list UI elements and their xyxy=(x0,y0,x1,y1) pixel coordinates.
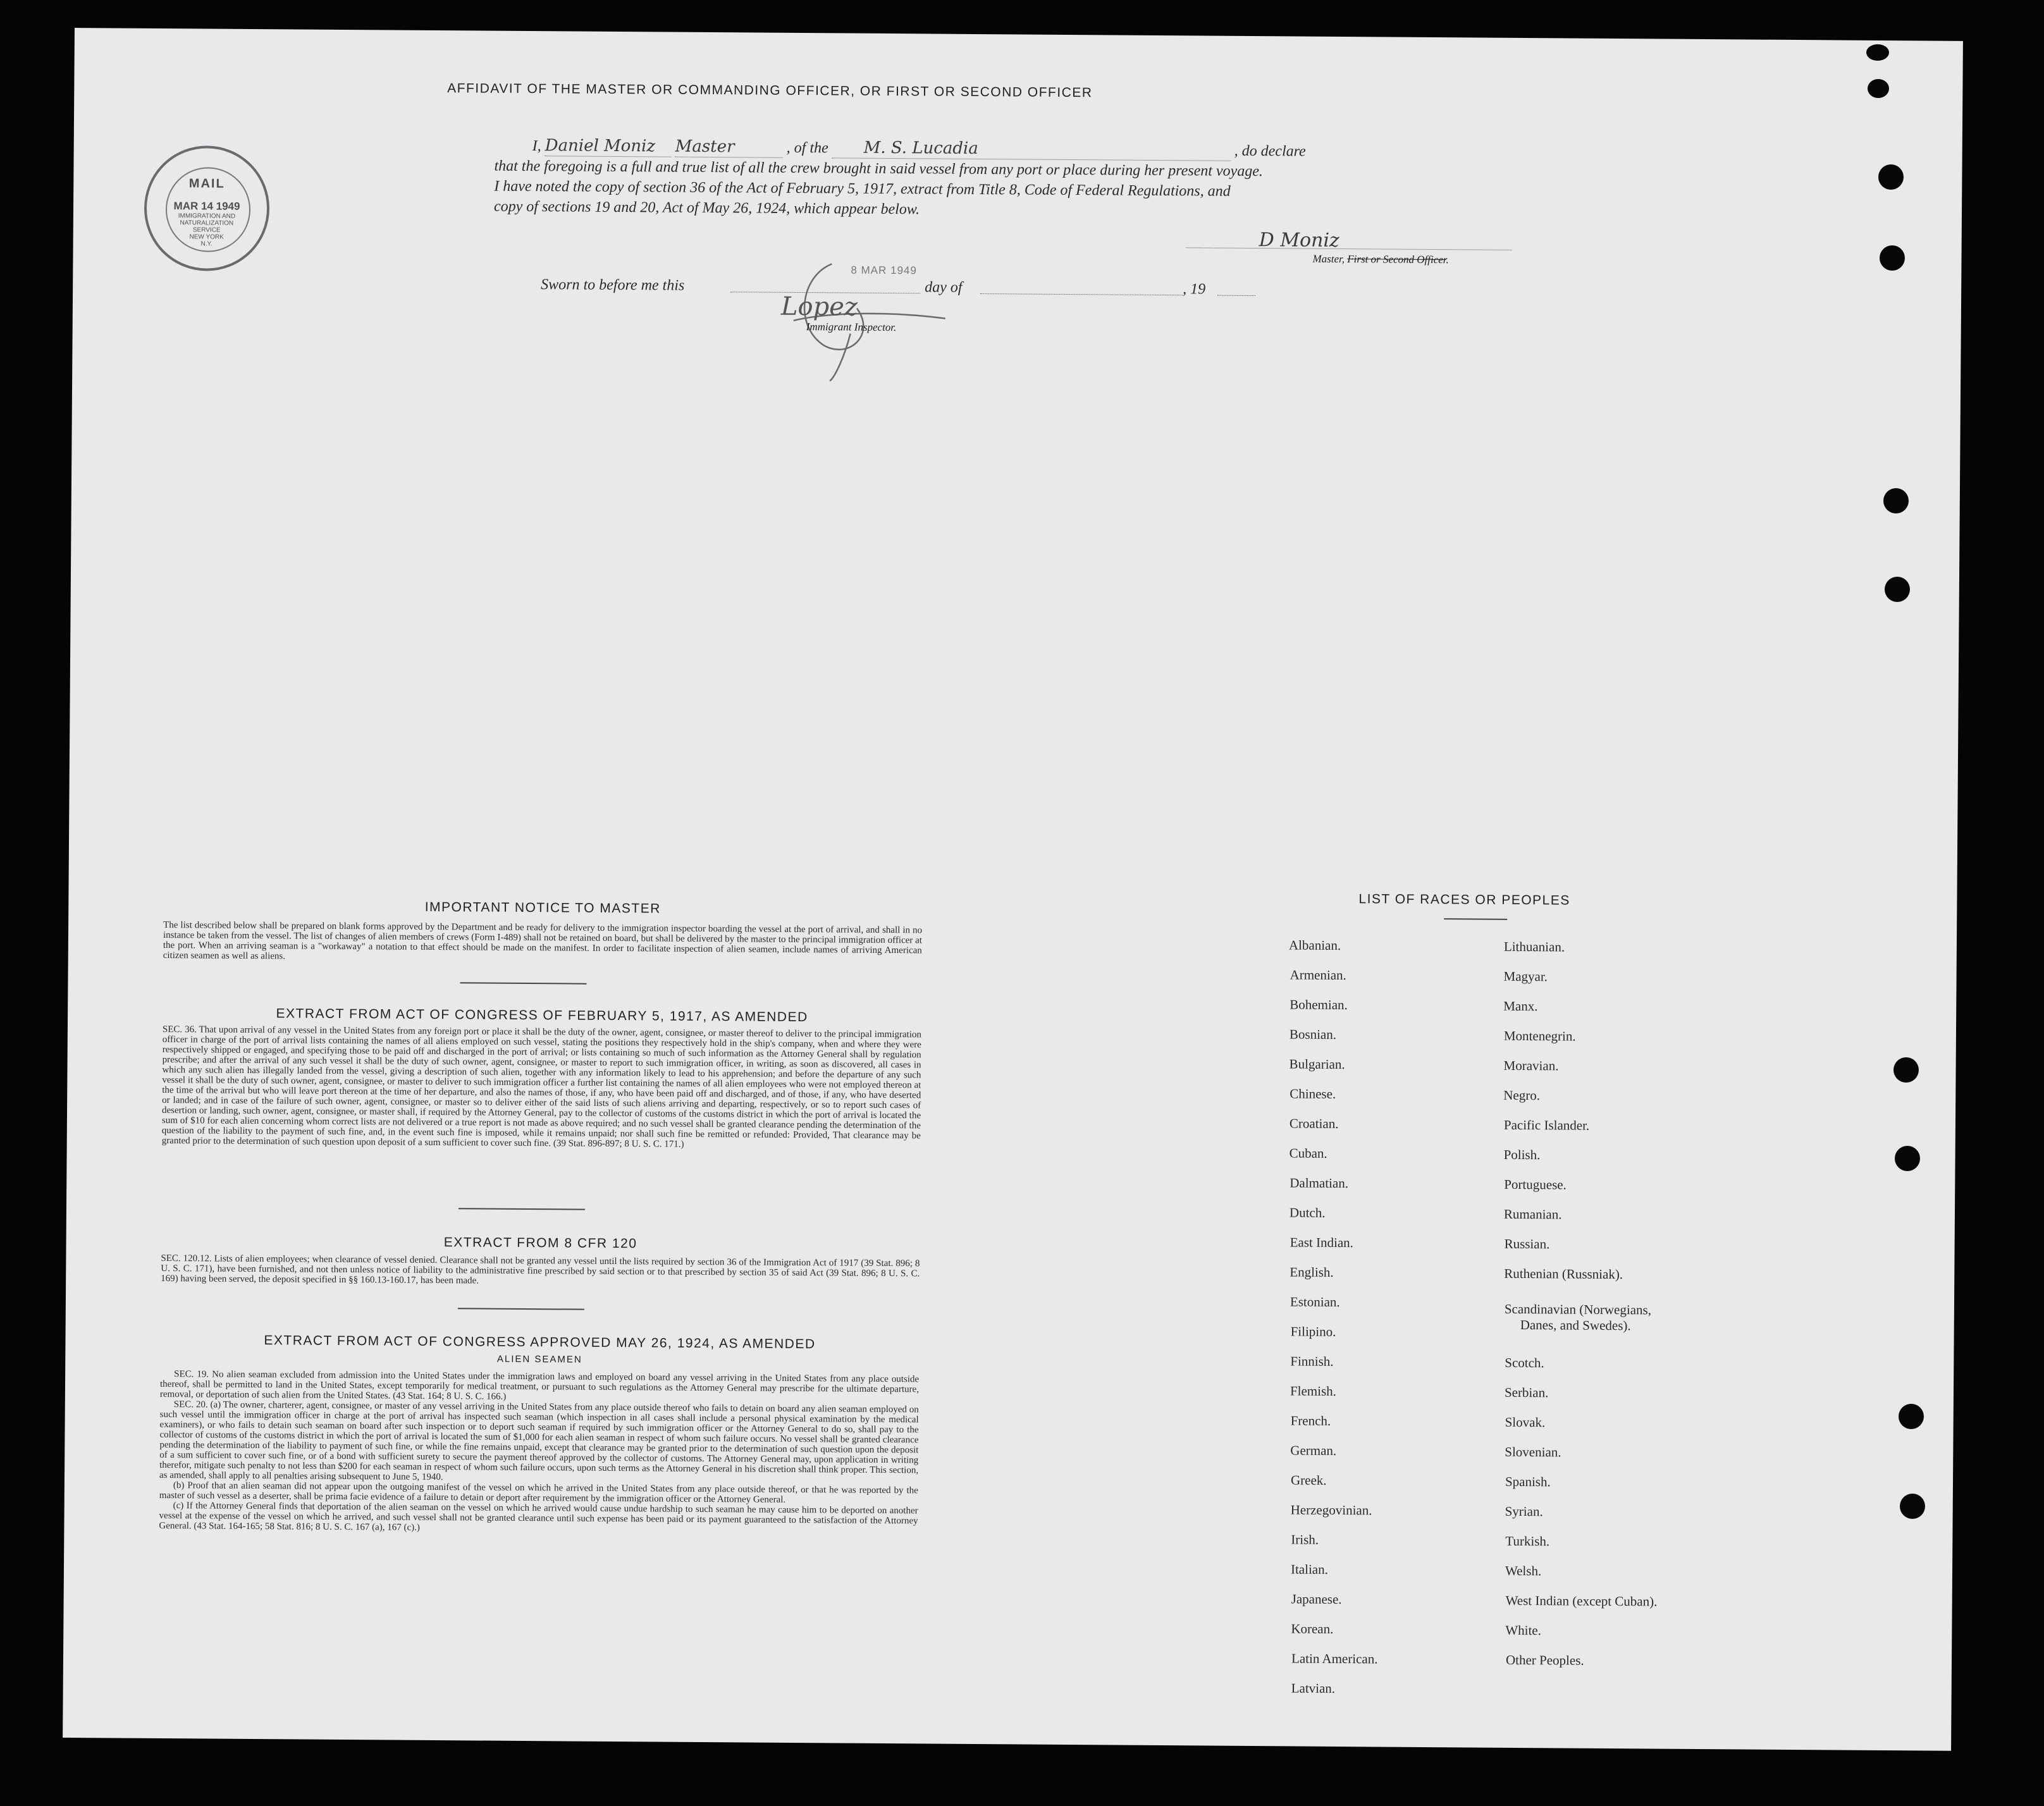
punch-hole xyxy=(1899,1404,1924,1429)
stamp-line-1: IMMIGRATION AND xyxy=(178,212,236,220)
punch-hole xyxy=(1900,1494,1925,1519)
race-item: Rumanian. xyxy=(1503,1206,1562,1222)
race-item: Japanese. xyxy=(1291,1591,1342,1607)
sworn-label: Sworn to before me this xyxy=(541,276,685,294)
master-label xyxy=(1312,253,1448,267)
sec-20c: (c) If the Attorney General finds that deportation of the alien seaman on the vessel on which he arrived would cause undue hardship to such seaman he may cause him to be deported on another vessel at the expense of the vessel on which he arrived, and such vessel shall not be granted clearance until such expense has been paid or its payment guaranteed to the satisfaction of the Attorney General. (43 Stat. 164-165; 58 Stat. 816; 8 U. S. C. 167 (a), 167 (c).) xyxy=(159,1501,918,1533)
pronoun: I, xyxy=(532,138,541,155)
race-item: Turkish. xyxy=(1505,1533,1550,1549)
notice-title: IMPORTANT NOTICE TO MASTER xyxy=(424,899,661,916)
race-item: Moravian. xyxy=(1503,1057,1559,1074)
master-signature-line xyxy=(1186,247,1512,250)
sec-19: SEC. 19. No alien seaman excluded from admission into the United States under the immigration laws and employed on board any vessel arriving in the United States from any place outside thereof, shall be permitted to land in the United States, except temporarily for medical treatment, or pursuant to such regulations as the Attorney General may prescribe for the ultimate departure, removal, or deportation of such alien from the United States. (43 Stat. 164; 8 U. S. C. 166.) xyxy=(159,1369,920,1402)
of-label: , of the xyxy=(786,139,828,157)
first-second-struck: First or Second Officer xyxy=(1347,253,1446,266)
punch-hole xyxy=(1866,44,1889,61)
punch-hole xyxy=(1885,577,1910,602)
extract-1917-title: EXTRACT FROM ACT OF CONGRESS OF FEBRUARY 5, 1917, AS AMENDED xyxy=(276,1006,808,1025)
stamp-line-4: NEW YORK xyxy=(189,233,224,241)
punch-hole xyxy=(1880,245,1905,271)
cfr-120-title: EXTRACT FROM 8 CFR 120 xyxy=(443,1235,637,1251)
divider xyxy=(460,982,586,984)
race-item: Syrian. xyxy=(1505,1503,1543,1520)
stamp-date: MAR 14 1949 xyxy=(173,200,240,212)
notice-text: The list described below shall be prepared on blank forms approved by the Department and be ready for delivery to the immigration inspector boarding the vessel at the port of arrival, and shall in no instance be taken from the vessel. The list of changes of alien members of crews (Form I-489) shall not be retained on board, but shall be delivered by the master to the principal immigration officer at the port. When an arriving seaman is a "workaway" a notation to that effect should be made on the manifest. In order to facilitate inspection of alien seamen, include names of arriving American citizen seamen as well as aliens. xyxy=(163,920,923,962)
race-item: Russian. xyxy=(1504,1236,1550,1252)
race-item: East Indian. xyxy=(1290,1234,1354,1251)
race-item: Magyar. xyxy=(1503,968,1548,985)
race-item: Manx. xyxy=(1503,998,1538,1014)
stamp-agency xyxy=(147,212,267,248)
vessel-field: M. S. Lucadia xyxy=(832,137,1231,161)
divider xyxy=(459,1208,585,1210)
immigration-receipt-stamp xyxy=(144,145,269,271)
race-item: French. xyxy=(1290,1413,1331,1428)
race-item: Bohemian. xyxy=(1290,997,1348,1013)
sworn-month-line xyxy=(980,293,1183,295)
race-item: Latvian. xyxy=(1291,1680,1336,1696)
day-of-label: day of xyxy=(925,279,963,296)
race-item: Armenian. xyxy=(1290,967,1346,983)
race-item: Montenegrin. xyxy=(1503,1028,1576,1044)
race-item: Other Peoples. xyxy=(1505,1652,1584,1668)
race-item: Latin American. xyxy=(1291,1650,1378,1667)
race-item: Negro. xyxy=(1503,1087,1541,1103)
races-divider xyxy=(1444,918,1507,920)
affidavit-title: AFFIDAVIT OF THE MASTER OR COMMANDING OFFICER, OR FIRST OR SECOND OFFICER xyxy=(447,81,1093,101)
race-item: Danes, and Swedes). xyxy=(1520,1317,1631,1334)
punch-hole xyxy=(1893,1057,1919,1083)
year-label: , 19 xyxy=(1183,281,1206,298)
race-item: Cuban. xyxy=(1289,1145,1327,1161)
stamp-line-5: N.Y. xyxy=(200,240,212,248)
race-item: White. xyxy=(1505,1622,1542,1638)
race-item: Filipino. xyxy=(1290,1324,1336,1339)
punch-hole xyxy=(1868,79,1889,98)
race-item: Korean. xyxy=(1291,1621,1334,1637)
inspector-signature: Lopez xyxy=(780,292,858,322)
extract-1924-title: EXTRACT FROM ACT OF CONGRESS APPROVED MAY 26, 1924, AS AMENDED xyxy=(264,1333,816,1352)
race-item: Chinese. xyxy=(1290,1086,1336,1102)
sec-20a: SEC. 20. (a) The owner, charterer, agent, consignee, or master of any vessel arriving in the United States from any place outside thereof who fails to detain on board any alien seaman employed on such vessel until the immigration officer in charge at the port of arrival has inspected such seaman (which inspection in all cases shall include a personal physical examination by the medical examiners), or who fails to detain such seaman on board after such inspection or to deport such seaman if required by such immigration officer or the Attorney General to do so, shall pay to the collector of customs of the customs district in which the port of arrival is located the sum of $1,000 for each alien seaman in respect of whom such failure occurs. No vessel shall be granted clearance pending the determination of the liability to payment of such fine, or while the fine remains unpaid, except that clearance may be granted prior to the determination of such question upon the deposit of a sum sufficient to cover such fine, or of a bond with sufficient surety to secure the payment thereof approved by the collector of customs. The Attorney General may, upon application in writing therefor, mitigate such penalty to not less than $200 for each seaman in respect of whom such failure occurs, upon such terms as the Attorney General in his discretion shall think proper. This section, as amended, shall apply to all penalties arising subsequent to June 5, 1940. xyxy=(159,1399,919,1483)
punch-hole xyxy=(1883,488,1909,513)
race-item: West Indian (except Cuban). xyxy=(1505,1592,1658,1609)
race-item: Spanish. xyxy=(1505,1473,1551,1490)
master-title: Master, xyxy=(1312,252,1348,266)
cfr-120-text: SEC. 120.12. Lists of alien employees; when clearance of vessel denied. Clearance shall not be granted any vessel until the lists required by section 36 of the Immigration Act of 1917 (39 Stat. 896; 8 U. S. C. 171), have been furnished, and not then unless notice of liability to the administrative fine prescribed by said section or to that prescribed by section 35 of said Act (39 Stat. 896; 8 U. S. C. 169) having been served, the deposit specified in §§ 160.13-160.17, has been made. xyxy=(161,1253,920,1286)
stamp-line-3: SERVICE xyxy=(192,226,221,234)
race-item: English. xyxy=(1290,1264,1334,1280)
punch-hole xyxy=(1895,1146,1920,1171)
race-item: Dutch. xyxy=(1289,1205,1326,1220)
race-item: Herzegovinian. xyxy=(1290,1502,1372,1518)
race-item: Lithuanian. xyxy=(1503,938,1565,955)
document-page xyxy=(63,28,1963,1751)
race-item: Slovenian. xyxy=(1505,1444,1561,1460)
race-item: Polish. xyxy=(1503,1146,1541,1163)
race-item: Flemish. xyxy=(1290,1383,1337,1399)
race-item: Bulgarian. xyxy=(1289,1056,1345,1072)
race-item: Croatian. xyxy=(1289,1115,1339,1131)
races-title: LIST OF RACES OR PEOPLES xyxy=(1358,892,1570,908)
body-line-2: I have noted the copy of section 36 of the Act of February 5, 1917, extract from Title 8, Code of Federal Regulations, and xyxy=(494,178,1231,200)
race-item: Estonian. xyxy=(1290,1294,1340,1310)
race-item: Italian. xyxy=(1290,1561,1329,1577)
race-item: Finnish. xyxy=(1290,1353,1334,1369)
race-item: Scandinavian (Norwegians, xyxy=(1504,1301,1652,1318)
master-period: . xyxy=(1446,254,1449,266)
sworn-year-line xyxy=(1217,295,1255,296)
race-item: Scotch. xyxy=(1505,1354,1544,1371)
race-item: Portuguese. xyxy=(1504,1176,1567,1193)
extract-1924-text xyxy=(159,1369,919,1536)
race-item: Pacific Islander. xyxy=(1503,1117,1590,1133)
declaration-body xyxy=(494,156,1614,224)
master-signature: D Moniz xyxy=(1259,229,1339,252)
race-item: German. xyxy=(1290,1442,1337,1458)
race-item: Irish. xyxy=(1291,1532,1319,1547)
race-item: Serbian. xyxy=(1504,1384,1549,1401)
race-item: Slovak. xyxy=(1505,1414,1546,1430)
rank-field: Master xyxy=(675,137,783,158)
race-item: Dalmatian. xyxy=(1290,1175,1349,1191)
divider xyxy=(458,1308,584,1310)
sec-20b: (b) Proof that an alien seaman did not appear upon the outgoing manifest of the vessel on which he arrived in the United States from any place outside thereof, or that he was reported by the master of such vessel as a deserter, shall be prima facie evidence of a failure to detain or deport after requirement by the immigration officer or the Attorney General. xyxy=(159,1480,918,1505)
race-item: Albanian. xyxy=(1288,937,1341,954)
punch-hole xyxy=(1878,164,1904,190)
race-item: Welsh. xyxy=(1505,1563,1542,1579)
inspector-label: Immigrant Inspector. xyxy=(806,321,897,334)
race-item: Ruthenian (Russniak). xyxy=(1504,1265,1623,1282)
name-field: Daniel Moniz xyxy=(545,135,672,157)
body-line-1: that the foregoing is a full and true list of all the crew brought in said vessel from any port or place during her present voyage. xyxy=(494,157,1263,180)
body-line-3: copy of sections 19 and 20, Act of May 26, 1924, which appear below. xyxy=(493,198,920,218)
received-date-stamp: 8 MAR 1949 xyxy=(851,264,917,277)
race-item: Bosnian. xyxy=(1289,1026,1337,1042)
extract-1917-text: SEC. 36. That upon arrival of any vessel in the United States from any foreign port or place it shall be the duty of the owner, agent, consignee, or master thereof to deliver to the principal immigration officer in charge of the port of arrival lists containing the names of all aliens employed on such vessel, stating the positions they respectively hold in the ship's company, when and where they were respectively shipped or engaged, and specifying those to be paid off and discharged in the port of arrival; or lists containing so much of such information as the Attorney General shall by regulation prescribe; and after the arrival of any such vessel it shall be the duty of such owner, agent, consignee, or master to report to such immigration officer, in writing, as soon as discovered, all cases in which any such alien has illegally landed from the vessel, giving a description of such alien, together with any information likely to lead to his apprehension; and before the departure of any such vessel it shall be the duty of such owner, agent, consignee, or master to deliver to such immigration officer a further list containing the names of all alien employees who were not employed thereon at the time of the arrival but who will leave port thereon at the time of her departure, and also the names of those, if any, who have been paid off and discharged, and of those, if any, who have deserted or landed; and in case of the failure of such owner, agent, consignee, or master so to deliver either of the said lists of such aliens arriving and departing, respectively, or so to report such cases of desertion or landing, such owner, agent, consignee, or master shall, if required by the Attorney General, pay to the collector of customs of the customs district in which the port of arrival is located the sum of $10 for each alien concerning whom correct lists are not delivered or a true report is not made as above required; and no such vessel shall be granted clearance pending the determination of the question of the liability to the payment of such fine, and, in the event such fine is imposed, while it remains unpaid; nor shall such fine be remitted or refunded: Provided, That clearance may be granted prior to the determination of such question upon deposit of a sum sufficient to cover such fine. (39 Stat. 896-897; 8 U. S. C. 171.) xyxy=(161,1024,921,1150)
stamp-line-2: NATURALIZATION xyxy=(180,219,234,227)
alien-seamen-subtitle: ALIEN SEAMEN xyxy=(496,1353,582,1365)
do-declare-label: , do declare xyxy=(1234,142,1306,160)
stamp-top-text: MAIL xyxy=(188,176,225,191)
race-item: Greek. xyxy=(1290,1472,1327,1488)
